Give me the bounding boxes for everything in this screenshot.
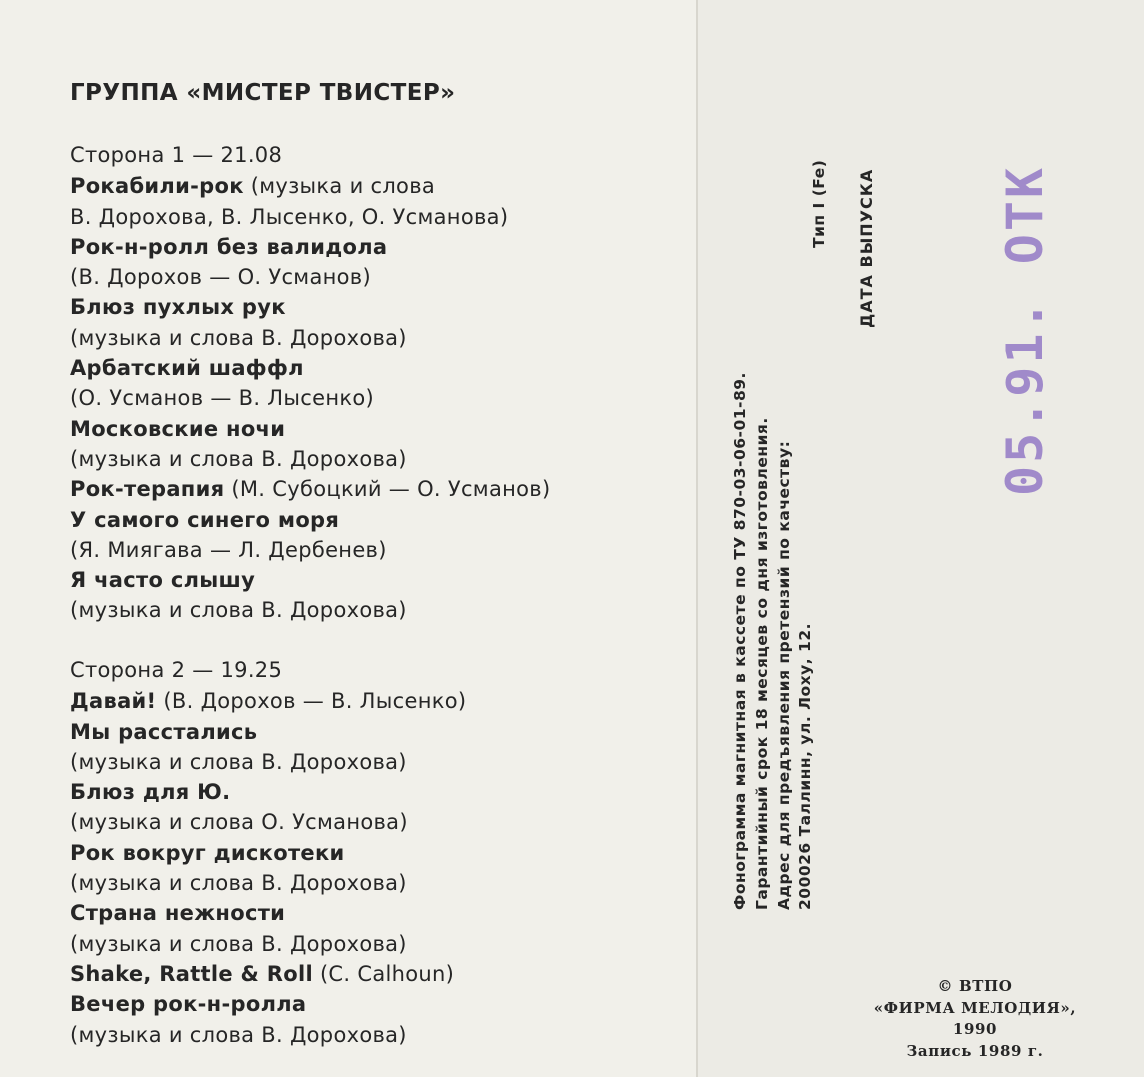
track-item bbox=[70, 686, 690, 716]
copyright-block bbox=[860, 976, 1090, 1062]
track-credit: (C. Calhoun) bbox=[312, 961, 455, 986]
copyright-line-3: 1990 bbox=[952, 1020, 998, 1038]
track-title: Мы расстались bbox=[70, 719, 258, 744]
legal-line-2: Гарантийный срок 18 месяцев со дня изготовления. bbox=[752, 417, 771, 910]
track-credit: (музыка и слова В. Дорохова) bbox=[70, 598, 407, 623]
track-line bbox=[70, 171, 690, 201]
track-item bbox=[70, 505, 690, 566]
track-title: У самого синего моря bbox=[70, 507, 340, 532]
track-line bbox=[70, 898, 690, 928]
track-credit: (музыка и слова В. Дорохова) bbox=[70, 749, 407, 774]
release-date-label: ДАТА ВЫПУСКА bbox=[857, 168, 876, 328]
track-line bbox=[70, 838, 690, 868]
track-credit: (музыка и слова В. Дорохова) bbox=[70, 1022, 407, 1047]
track-line bbox=[70, 292, 690, 322]
track-title: Блюз для Ю. bbox=[70, 780, 231, 805]
side-2-tracklist bbox=[70, 655, 690, 1050]
track-credit: (В. Дорохов — О. Усманов) bbox=[70, 265, 371, 290]
track-credit: (музыка и слова О. Усманова) bbox=[70, 810, 408, 835]
track-title: Рокабили-рок bbox=[70, 174, 244, 199]
track-item bbox=[70, 353, 690, 414]
track-line bbox=[70, 565, 690, 595]
track-credit: (О. Усманов — В. Лысенко) bbox=[70, 386, 374, 411]
track-title: Я часто слышу bbox=[70, 568, 256, 593]
track-item bbox=[70, 838, 690, 899]
track-title: Блюз пухлых рук bbox=[70, 295, 286, 320]
track-credit: (музыка и слова В. Дорохова) bbox=[70, 325, 407, 350]
track-line bbox=[70, 777, 690, 807]
track-credit: (В. Дорохов — В. Лысенко) bbox=[156, 689, 467, 714]
track-line bbox=[70, 474, 690, 504]
track-item bbox=[70, 717, 690, 778]
track-credit: (музыка и слова В. Дорохова) bbox=[70, 871, 407, 896]
legal-notice bbox=[730, 372, 817, 910]
side-1-tracklist bbox=[70, 140, 690, 626]
track-credit: (музыка и слова bbox=[243, 174, 436, 199]
track-title: Рок вокруг дискотеки bbox=[70, 840, 345, 865]
fold-line bbox=[696, 0, 698, 1077]
track-title: Арбатский шаффл bbox=[70, 356, 304, 381]
track-item bbox=[70, 171, 690, 232]
track-item bbox=[70, 989, 690, 1050]
group-title: ГРУППА «МИСТЕР ТВИСТЕР» bbox=[70, 80, 456, 106]
track-line bbox=[70, 989, 690, 1019]
track-credit: (музыка и слова В. Дорохова) bbox=[70, 931, 407, 956]
track-title: Shake, Rattle & Roll bbox=[70, 961, 313, 986]
release-date-stamp: 05.91. ОТК bbox=[996, 164, 1054, 496]
track-title: Московские ночи bbox=[70, 416, 286, 441]
side-1-header: Сторона 1 — 21.08 bbox=[70, 143, 283, 167]
copyright-line-1: © ВТПО bbox=[937, 977, 1013, 995]
tape-type: Тип I (Fe) bbox=[810, 159, 828, 248]
track-credit: (М. Субоцкий — О. Усманов) bbox=[224, 477, 551, 502]
track-item bbox=[70, 565, 690, 626]
track-line bbox=[70, 505, 690, 535]
legal-line-4: 200026 Таллинн, ул. Лоху, 12. bbox=[796, 622, 815, 910]
legal-line-3: Адрес для предъявления претензий по качеству: bbox=[774, 440, 793, 910]
track-title: Страна нежности bbox=[70, 901, 286, 926]
track-credit: В. Дорохова, В. Лысенко, О. Усманова) bbox=[70, 204, 509, 229]
copyright-line-4: Запись 1989 г. bbox=[906, 1041, 1044, 1060]
track-line bbox=[70, 414, 690, 444]
track-line bbox=[70, 959, 690, 989]
track-line bbox=[70, 717, 690, 747]
track-line bbox=[70, 353, 690, 383]
track-item bbox=[70, 474, 690, 504]
track-title: Давай! bbox=[70, 689, 157, 714]
legal-line-1: Фонограмма магнитная в кассете по ТУ 870-03-06-01-89. bbox=[731, 372, 749, 910]
track-title: Рок-терапия bbox=[70, 477, 225, 502]
track-item bbox=[70, 777, 690, 838]
track-line bbox=[70, 232, 690, 262]
track-title: Рок-н-ролл без валидола bbox=[70, 234, 388, 259]
track-item bbox=[70, 292, 690, 353]
track-item bbox=[70, 959, 690, 989]
copyright-line-2: «ФИРМА МЕЛОДИЯ», bbox=[873, 998, 1077, 1017]
side-2-header: Сторона 2 — 19.25 bbox=[70, 658, 283, 682]
track-credit: (музыка и слова В. Дорохова) bbox=[70, 446, 407, 471]
track-item bbox=[70, 414, 690, 475]
track-title: Вечер рок-н-ролла bbox=[70, 992, 307, 1017]
track-credit: (Я. Миягава — Л. Дербенев) bbox=[70, 537, 387, 562]
track-item bbox=[70, 898, 690, 959]
track-item bbox=[70, 232, 690, 293]
track-line bbox=[70, 686, 690, 716]
